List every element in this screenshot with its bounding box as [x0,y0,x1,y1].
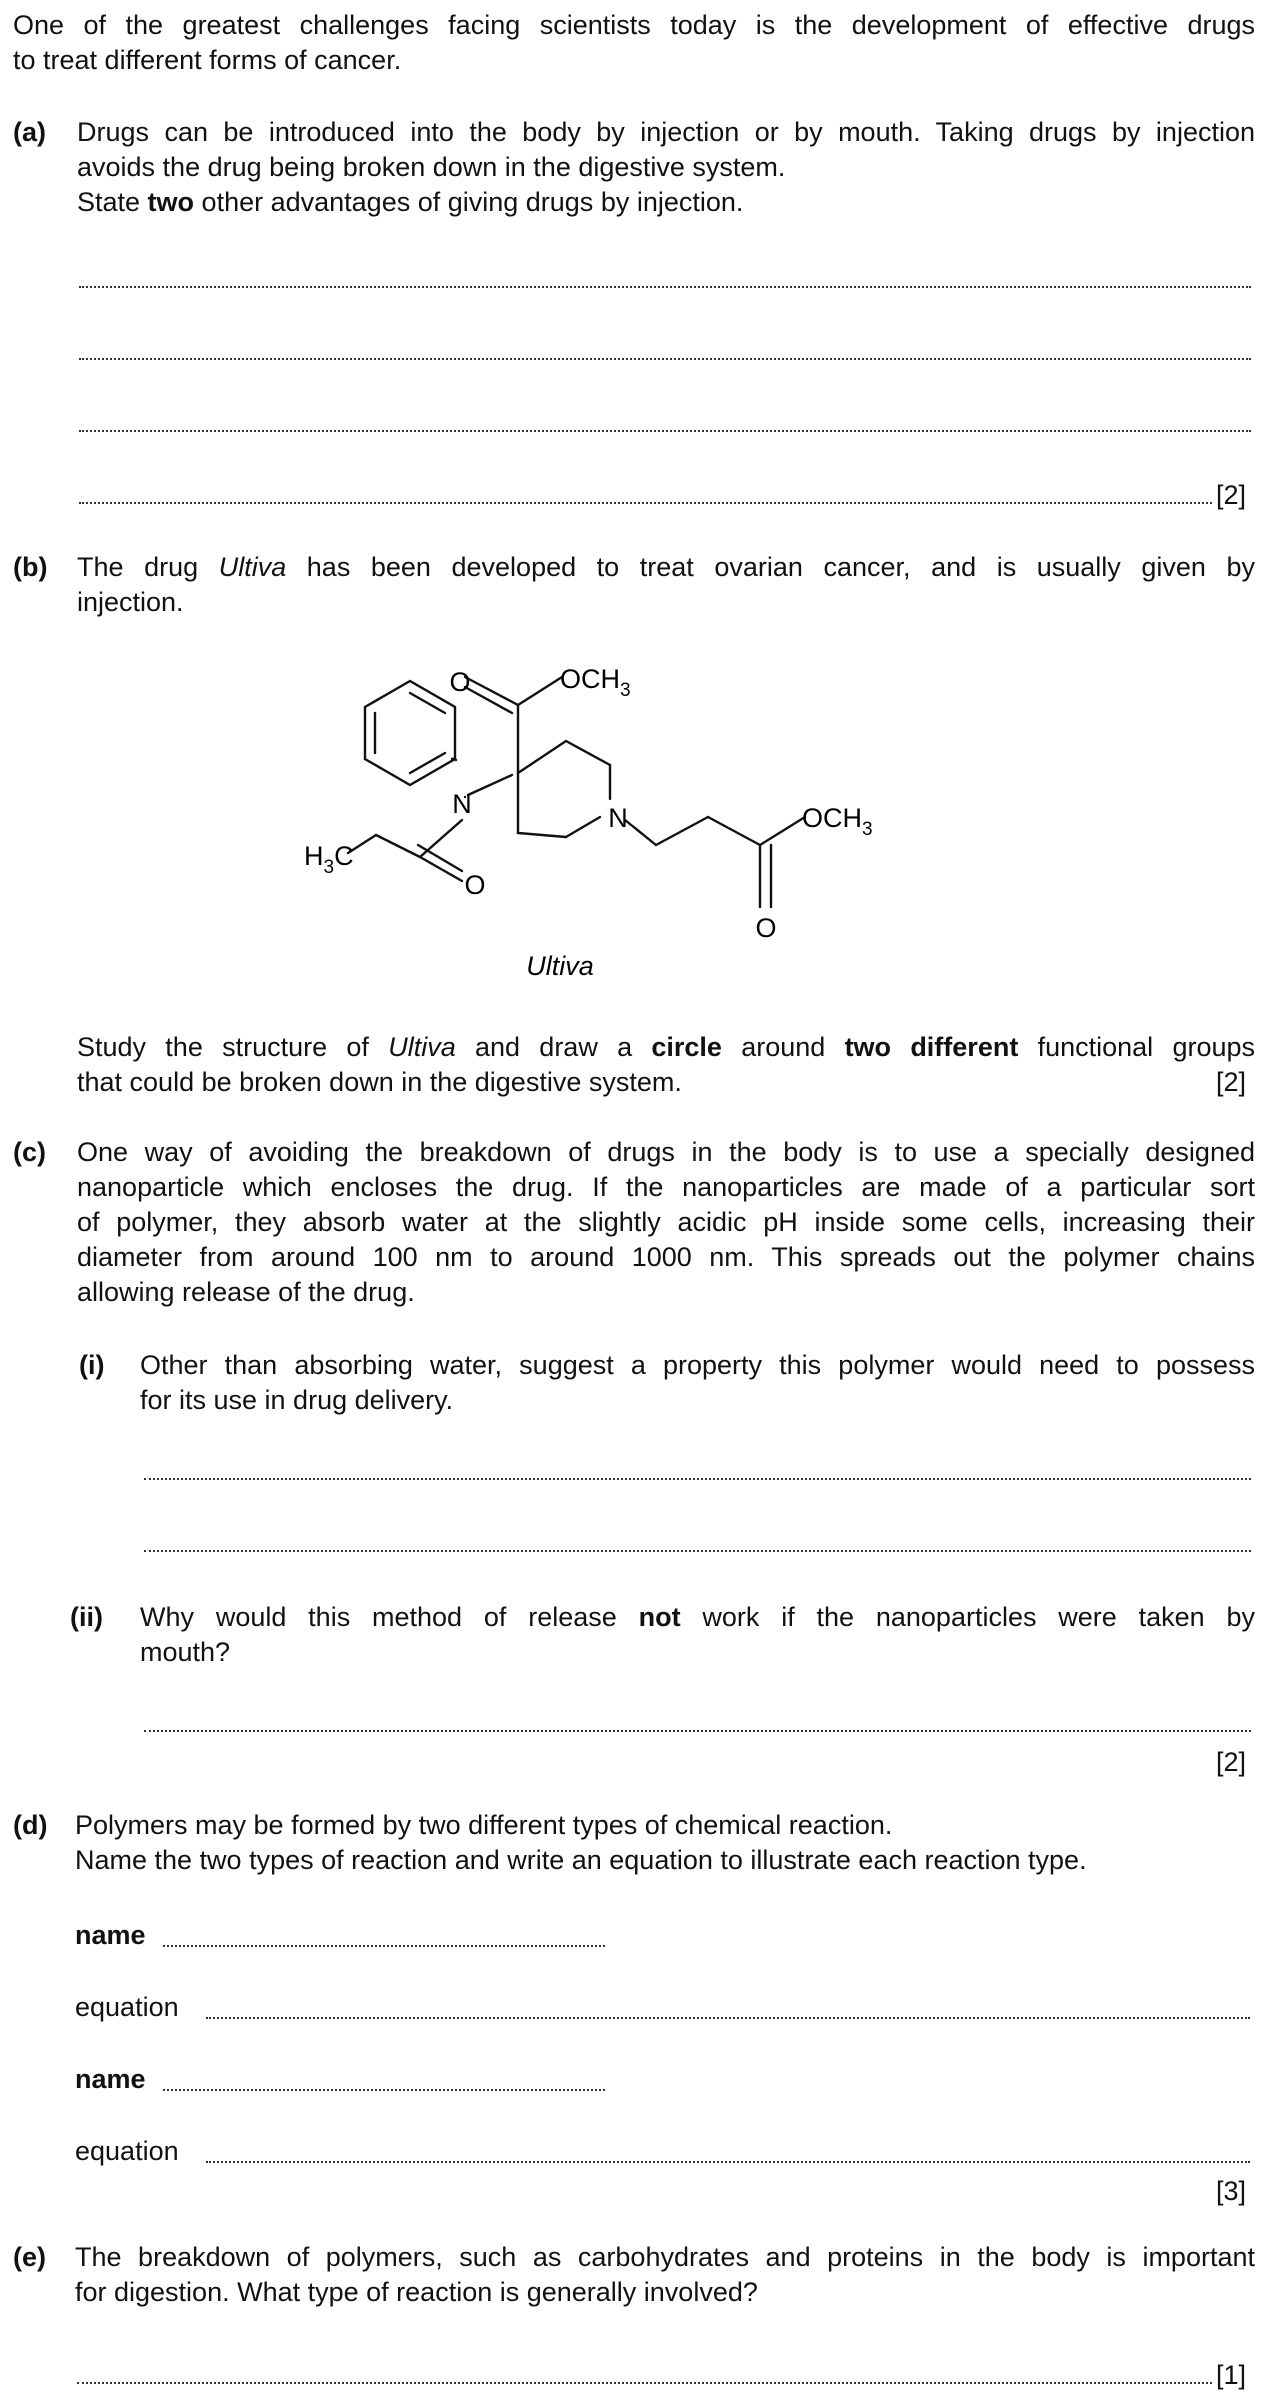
question-a-line-3: State two other advantages of giving drugs by injection. [77,187,744,217]
question-b-line-1: The drug Ultiva has been developed to treat ovarian cancer, and is usually given by [77,552,1255,582]
marks-d: [3] [1216,2176,1247,2206]
question-d-text [75,1808,1255,1878]
marks-e: [1] [1216,2360,1247,2390]
answer-line-c-ii-1[interactable] [144,1730,1251,1732]
study-line-2: that could be broken down in the digestive system. [77,1067,682,1097]
question-d-line-1: Polymers may be formed by two different types of chemical reaction. [75,1810,893,1840]
question-c-line-1: One way of avoiding the breakdown of drugs in the body is to use a specially designed [77,1137,1255,1167]
question-c-ii-text [140,1600,1255,1670]
equation-label-1: equation [75,1992,179,2022]
question-e-line-1: The breakdown of polymers, such as carbohydrates and proteins in the body is important [75,2242,1255,2272]
atom-n-amide: N [452,789,472,819]
equation-input-1[interactable] [206,2017,1250,2019]
question-a-label: (a) [13,117,46,147]
answer-line-a-4[interactable] [79,502,1212,504]
question-e-label: (e) [13,2242,46,2272]
question-c-i-line-2: for its use in drug delivery. [140,1385,454,1415]
question-c-i-text [140,1348,1255,1418]
question-d-line-2: Name the two types of reaction and write an equation to illustrate each reaction type. [75,1845,1087,1875]
answer-line-c-i-1[interactable] [144,1478,1251,1480]
question-a-line-1: Drugs can be introduced into the body by injection or by mouth. Taking drugs by injection [77,117,1255,147]
atom-och3-top: $OCH_3$ [560,664,631,701]
question-c-i-line-1: Other than absorbing water, suggest a property this polymer would need to possess [140,1350,1255,1380]
equation-label-2: equation [75,2136,179,2166]
question-c-i-label: (i) [79,1350,105,1380]
question-d-label: (d) [13,1810,48,1840]
question-b-study [77,1030,1255,1100]
emphasis-two: two [147,187,195,217]
marks-b: [2] [1216,1067,1247,1097]
question-a-line-2: avoids the drug being broken down in the digestive system. [77,152,786,182]
atom-o-top: O [449,667,471,697]
question-c-text [77,1135,1255,1310]
answer-line-a-3[interactable] [79,430,1251,432]
drug-name: Ultiva [218,552,287,582]
piperidine-ring-top [518,741,610,773]
question-c-ii-line-2: mouth? [140,1637,231,1667]
name-label-2: name [75,2064,146,2094]
ultiva-structure [290,645,930,995]
name-label-1: name [75,1920,146,1950]
atom-o-bottom: O [755,913,777,943]
marks-c: [2] [1216,1747,1247,1777]
equation-input-2[interactable] [206,2161,1250,2163]
question-b-text [77,550,1255,620]
intro-text [13,8,1255,78]
benzene-ring [365,681,455,785]
answer-line-e-1[interactable] [77,2382,1212,2384]
name-input-2[interactable] [163,2089,605,2091]
atom-o-amide: O [464,870,486,900]
answer-line-a-2[interactable] [79,358,1251,360]
question-c-line-4: diameter from around 100 nm to around 1000 nm. This spreads out the polymer chains [77,1242,1255,1272]
question-e-line-2: for digestion. What type of reaction is generally involved? [75,2277,758,2307]
question-c-line-3: of polymer, they absorb water at the slightly acidic pH inside some cells, increasing their [77,1207,1255,1237]
study-line-1: Study the structure of Ultiva and draw a circle around two different functional groups [77,1032,1256,1062]
question-b-label: (b) [13,552,48,582]
question-c-line-2: nanoparticle which encloses the drug. If the nanoparticles are made of a particular sort [77,1172,1255,1202]
answer-line-c-i-2[interactable] [144,1550,1251,1552]
atom-h3c: $H_3C$ [304,841,354,878]
intro-line-1: One of the greatest challenges facing scientists today is the development of effective drugs [13,10,1255,40]
intro-line-2: to treat different forms of cancer. [13,45,402,75]
answer-line-a-1[interactable] [79,286,1251,288]
structure-caption: Ultiva [526,951,594,981]
question-c-ii-label: (ii) [70,1602,103,1632]
question-c-label: (c) [13,1137,46,1167]
atom-n-ring: N [608,803,628,833]
name-input-1[interactable] [163,1945,605,1947]
question-c-ii-line-1: Why would this method of release not work if the nanoparticles were taken by [140,1602,1255,1632]
question-a-text [77,115,1255,220]
question-b-line-2: injection. [77,587,184,617]
marks-a: [2] [1216,480,1247,510]
question-c-line-5: allowing release of the drug. [77,1277,415,1307]
question-e-text [75,2240,1255,2310]
atom-och3-right: $OCH_3$ [802,803,873,840]
